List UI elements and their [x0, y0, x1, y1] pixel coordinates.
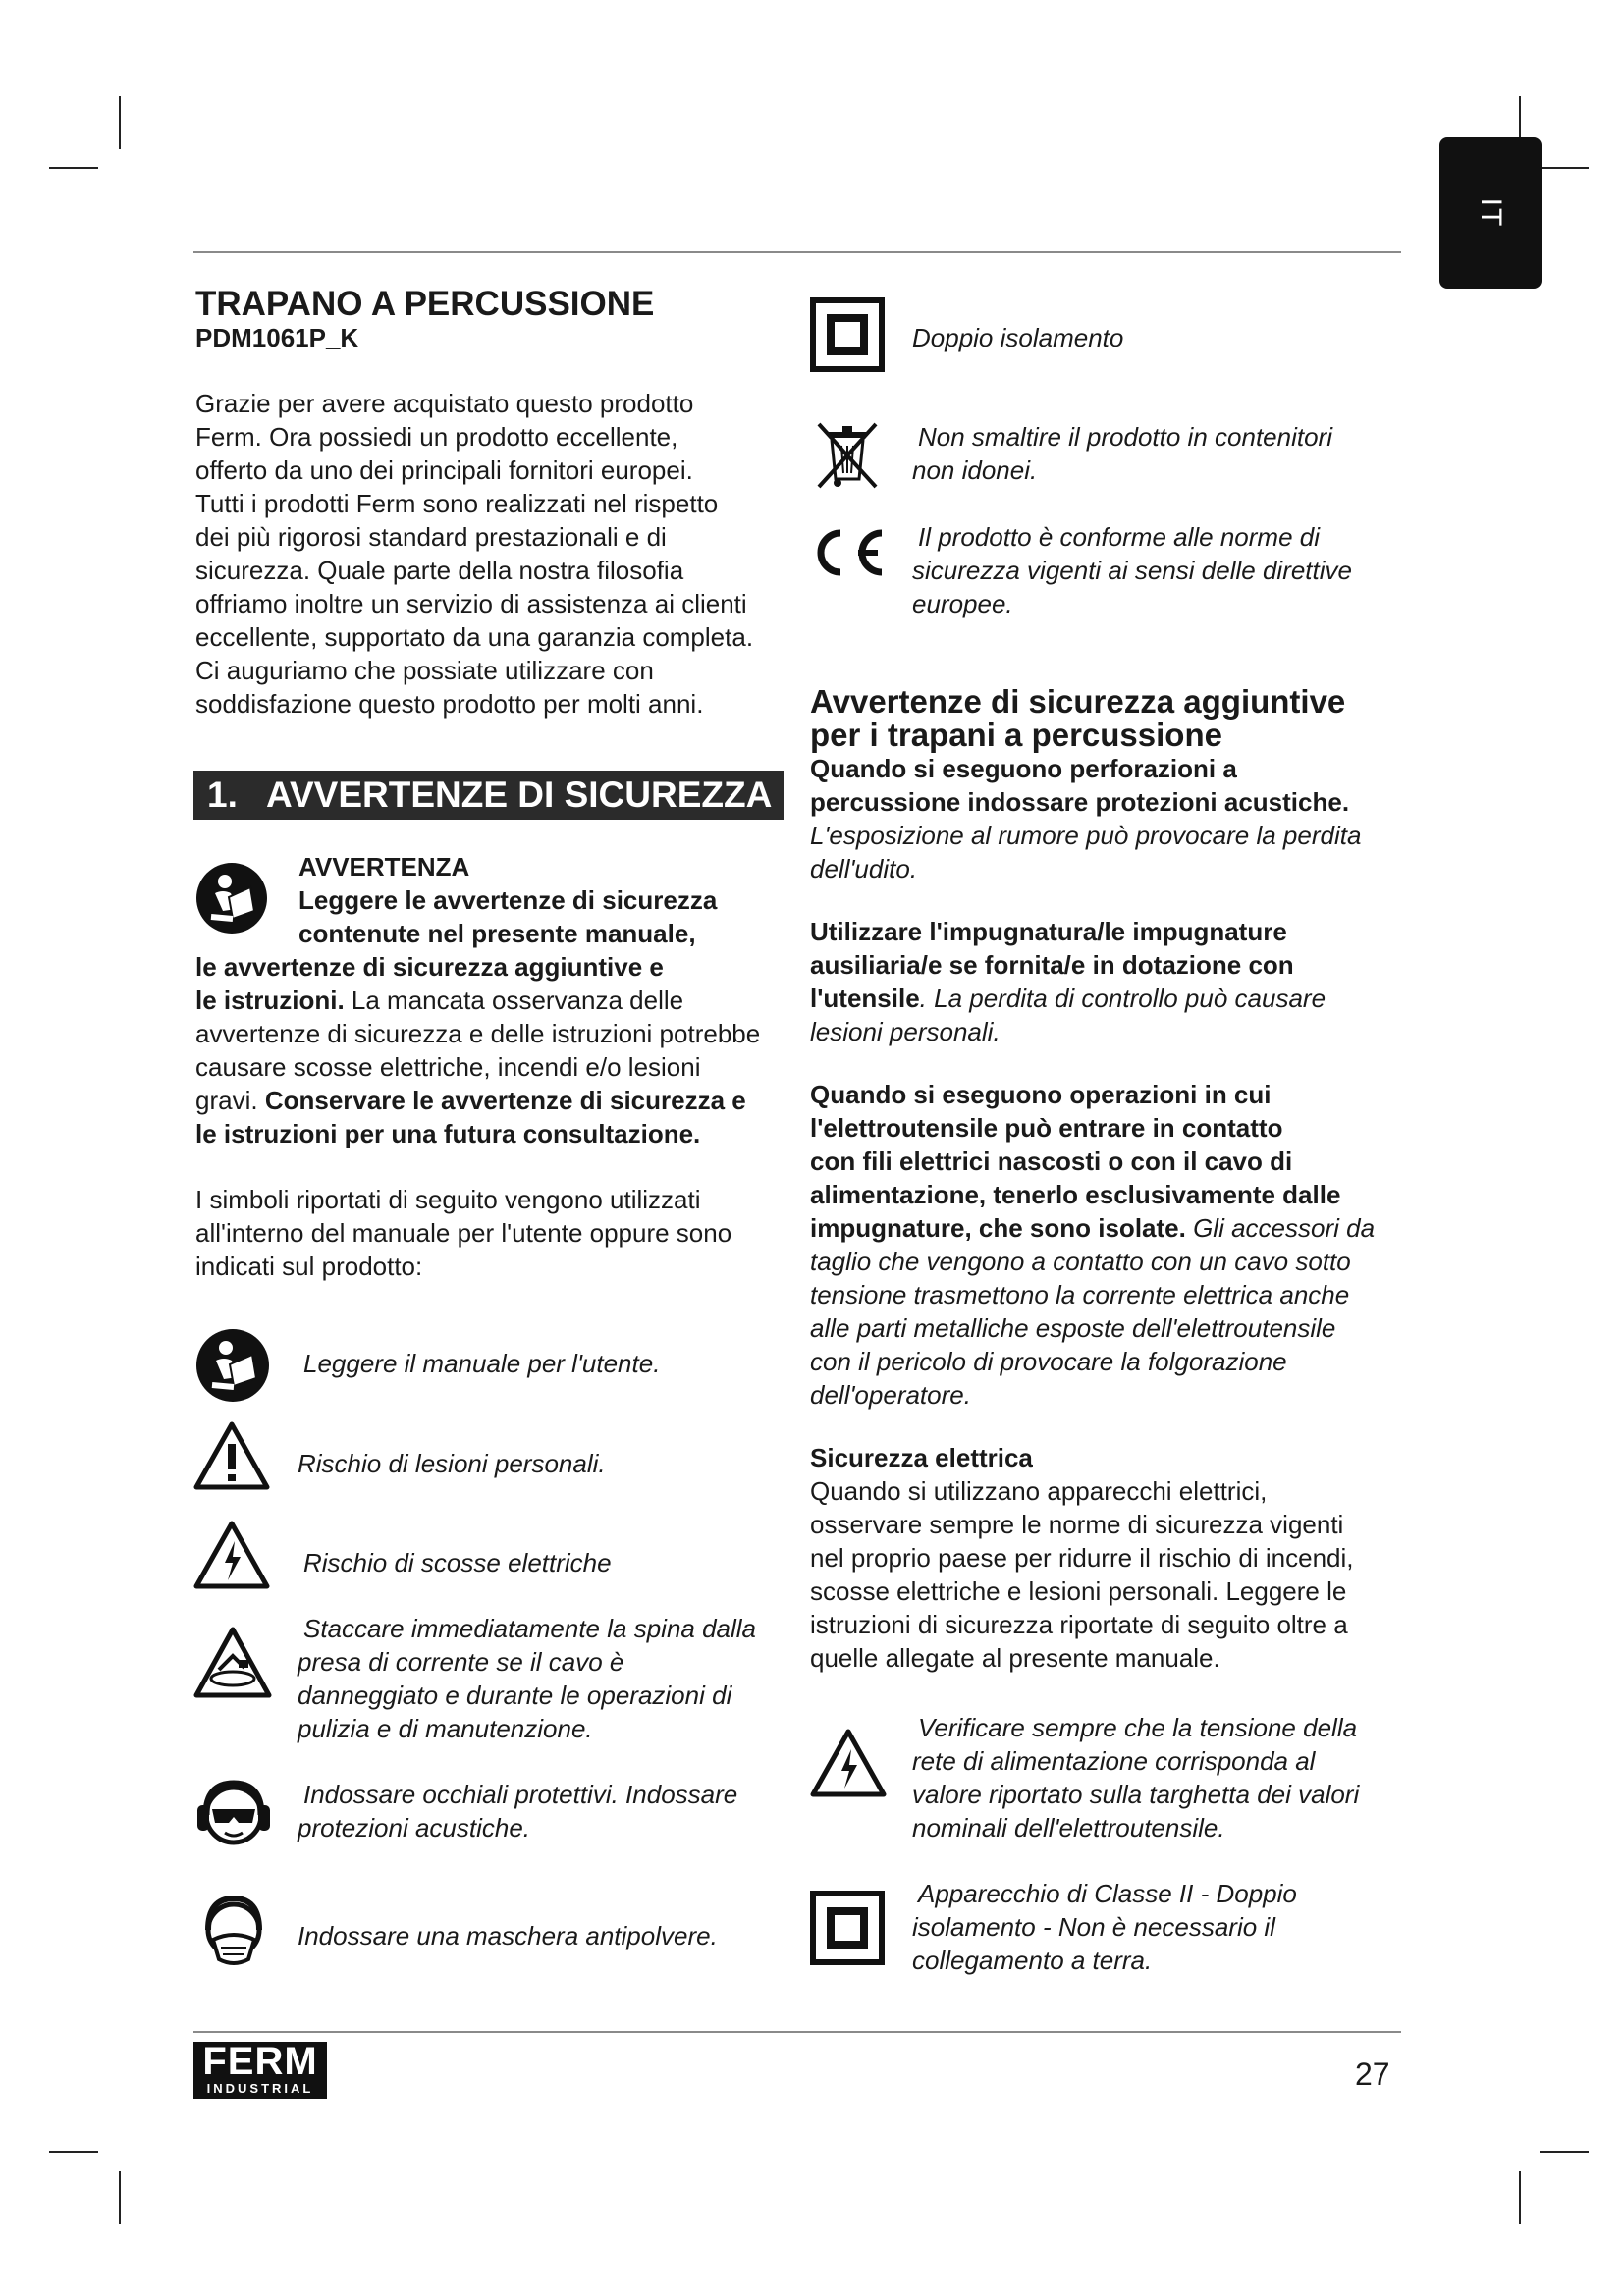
logo-text: FERM	[202, 2040, 318, 2083]
weee-bin-icon	[815, 420, 880, 491]
class-ii-icon	[810, 1891, 885, 1965]
model-number: PDM1061P_K	[195, 323, 359, 352]
text-line: indicati sul prodotto:	[195, 1252, 423, 1281]
symbol-description	[912, 420, 1393, 487]
warning-block	[195, 850, 794, 1150]
text-line: Grazie per avere acquistato questo prodotto	[195, 389, 694, 418]
crop-mark	[49, 2151, 98, 2153]
symbol-description	[912, 1877, 1403, 1977]
text-line: rete di alimentazione corrisponda al	[912, 1746, 1316, 1776]
text-line: Il prodotto è conforme alle norme di	[918, 522, 1320, 552]
text-line: scosse elettriche e lesioni personali. Leggere le	[810, 1576, 1347, 1606]
read-manual-icon	[193, 1326, 272, 1405]
dust-mask-icon	[199, 1893, 268, 1971]
text-line: europee.	[912, 589, 1013, 618]
text-line: presa di corrente se il cavo è	[298, 1647, 624, 1677]
text-line: pulizia e di manutenzione.	[298, 1714, 593, 1743]
top-rule	[193, 251, 1401, 253]
text-line: sicurezza. Quale parte della nostra filosofia	[195, 556, 684, 585]
text-line: Leggere le avvertenze di sicurezza	[298, 885, 718, 915]
text-line: protezioni acustiche.	[298, 1813, 531, 1842]
section-number: 1.	[207, 774, 238, 815]
text-line: Verificare sempre che la tensione della	[918, 1713, 1358, 1742]
symbol-description: Doppio isolamento	[912, 323, 1124, 352]
text-line: con il pericolo di provocare la folgorazione	[810, 1347, 1287, 1376]
text-line: percussione indossare protezioni acustiche.	[810, 787, 1350, 817]
text-line: ausiliaria/e se fornita/e in dotazione con	[810, 950, 1294, 980]
text-line: Ci auguriamo che possiate utilizzare con	[195, 656, 654, 685]
text-line: Utilizzare l'impugnatura/le impugnature	[810, 917, 1287, 946]
text-span: Gli accessori da	[1185, 1213, 1376, 1243]
text-line: valore riportato sulla targhetta dei valori	[912, 1780, 1360, 1809]
text-line: Quando si eseguono operazioni in cui	[810, 1080, 1272, 1109]
text-line: I simboli riportati di seguito vengono utilizzati	[195, 1185, 701, 1214]
symbol-description: Rischio di lesioni personali.	[298, 1449, 606, 1478]
text-line: collegamento a terra.	[912, 1946, 1153, 1975]
bottom-rule	[193, 2031, 1401, 2033]
text-span: . La perdita di controllo può causare	[919, 984, 1326, 1013]
text-span: l'utensile	[810, 984, 920, 1013]
text-span: Conservare le avvertenze di sicurezza e	[264, 1086, 746, 1115]
text-line: tensione trasmettono la corrente elettrica anche	[810, 1280, 1350, 1309]
text-line: all'interno del manuale per l'utente oppure sono	[195, 1218, 732, 1248]
text-line: nominali dell'elettroutensile.	[912, 1813, 1225, 1842]
title-block	[195, 286, 654, 352]
crop-mark	[119, 96, 121, 149]
section-subheading: per i trapani a percussione	[810, 717, 1222, 753]
symbol-description: Rischio di scosse elettriche	[303, 1548, 612, 1577]
text-line: le avvertenze di sicurezza aggiuntive e	[195, 952, 664, 982]
page-number: 27	[1355, 2056, 1390, 2092]
text-line: l'elettroutensile può entrare in contatto	[810, 1113, 1283, 1143]
text-line: con fili elettrici nascosti o con il cavo di	[810, 1147, 1293, 1176]
electric-shock-icon	[193, 1520, 270, 1590]
text-line: lesioni personali.	[810, 1017, 1001, 1046]
text-span: impugnature, che sono isolate.	[810, 1213, 1186, 1243]
eye-ear-protection-icon	[193, 1774, 274, 1852]
text-line: istruzioni di sicurezza riportate di seguito oltre a	[810, 1610, 1348, 1639]
crop-mark	[49, 167, 98, 169]
text-line: osservare sempre le norme di sicurezza vigenti	[810, 1510, 1344, 1539]
logo-subtext: INDUSTRIAL	[206, 2081, 314, 2096]
symbol-description	[298, 1612, 798, 1745]
text-line: Staccare immediatamente la spina dalla	[303, 1614, 757, 1643]
voltage-warning-icon	[810, 1728, 887, 1798]
ce-mark-icon	[807, 523, 888, 582]
text-line: non idonei.	[912, 455, 1038, 485]
text-span: La mancata osservanza delle	[344, 986, 684, 1015]
section-subheading: Avvertenze di sicurezza aggiuntive	[810, 683, 1346, 720]
text-line: taglio che vengono a contatto con un cavo sotto	[810, 1247, 1351, 1276]
section-heading	[193, 771, 784, 820]
crop-mark	[1540, 167, 1589, 169]
symbols-intro	[195, 1183, 794, 1283]
text-line: isolamento - Non è necessario il	[912, 1912, 1275, 1942]
symbol-description	[912, 520, 1393, 620]
text-line: contenute nel presente manuale,	[298, 919, 696, 948]
ferm-logo	[193, 2042, 327, 2099]
text-line: Quando si utilizzano apparecchi elettrici,	[810, 1476, 1268, 1506]
text-line: Non smaltire il prodotto in contenitori	[918, 422, 1332, 452]
crop-mark	[119, 2171, 121, 2224]
warning-triangle-icon	[193, 1420, 270, 1491]
text-line: nel proprio paese per ridurre il rischio di incendi,	[810, 1543, 1354, 1573]
text-line: avvertenze di sicurezza e delle istruzioni potrebbe	[195, 1019, 761, 1048]
double-insulation-icon	[810, 297, 885, 372]
text-line: Ferm. Ora possiedi un prodotto eccellente,	[195, 422, 678, 452]
text-span: le istruzioni.	[195, 986, 345, 1015]
symbol-description: Leggere il manuale per l'utente.	[303, 1349, 661, 1378]
warning-label: AVVERTENZA	[298, 852, 470, 881]
text-line: causare scosse elettriche, incendi e/o lesioni	[195, 1052, 701, 1082]
text-line: le istruzioni per una futura consultazione.	[195, 1119, 701, 1148]
symbol-description	[912, 1711, 1403, 1844]
subsection-title: Sicurezza elettrica	[810, 1443, 1033, 1472]
text-line: Apparecchio di Classe II - Doppio	[918, 1879, 1297, 1908]
crop-mark	[1540, 2151, 1589, 2153]
text-line: L'esposizione al rumore può provocare la perdita	[810, 821, 1362, 850]
text-line: soddisfazione questo prodotto per molti anni.	[195, 689, 704, 719]
additional-warnings	[810, 685, 1399, 1675]
intro-paragraph	[195, 387, 794, 721]
text-line: Tutti i prodotti Ferm sono realizzati nel rispetto	[195, 489, 719, 518]
text-line: dell'udito.	[810, 854, 918, 883]
text-line: dei più rigorosi standard prestazionali e di	[195, 522, 667, 552]
symbol-description	[298, 1778, 798, 1844]
unplug-cable-icon	[193, 1625, 272, 1703]
text-line: danneggiato e durante le operazioni di	[298, 1681, 732, 1710]
text-line: eccellente, supportato da una garanzia completa.	[195, 622, 754, 652]
section-title: AVVERTENZE DI SICUREZZA	[266, 774, 773, 815]
text-line: sicurezza vigenti ai sensi delle direttive	[912, 556, 1352, 585]
text-line: quelle allegate al presente manuale.	[810, 1643, 1220, 1673]
text-line: offerto da uno dei principali fornitori europei.	[195, 455, 693, 485]
text-line: alimentazione, tenerlo esclusivamente dalle	[810, 1180, 1341, 1209]
crop-mark	[1519, 2171, 1521, 2224]
text-line: Quando si eseguono perforazioni a	[810, 754, 1237, 783]
language-code: IT	[1475, 197, 1507, 229]
text-line: offriamo inoltre un servizio di assistenza ai clienti	[195, 589, 747, 618]
symbol-description: Indossare una maschera antipolvere.	[298, 1921, 718, 1950]
text-span: gravi.	[195, 1086, 265, 1115]
product-title: TRAPANO A PERCUSSIONE	[195, 285, 655, 323]
text-line: dell'operatore.	[810, 1380, 971, 1410]
text-line: alle parti metalliche esposte dell'elettroutensile	[810, 1313, 1336, 1343]
language-tab	[1439, 137, 1542, 289]
text-line: Indossare occhiali protettivi. Indossare	[303, 1780, 738, 1809]
